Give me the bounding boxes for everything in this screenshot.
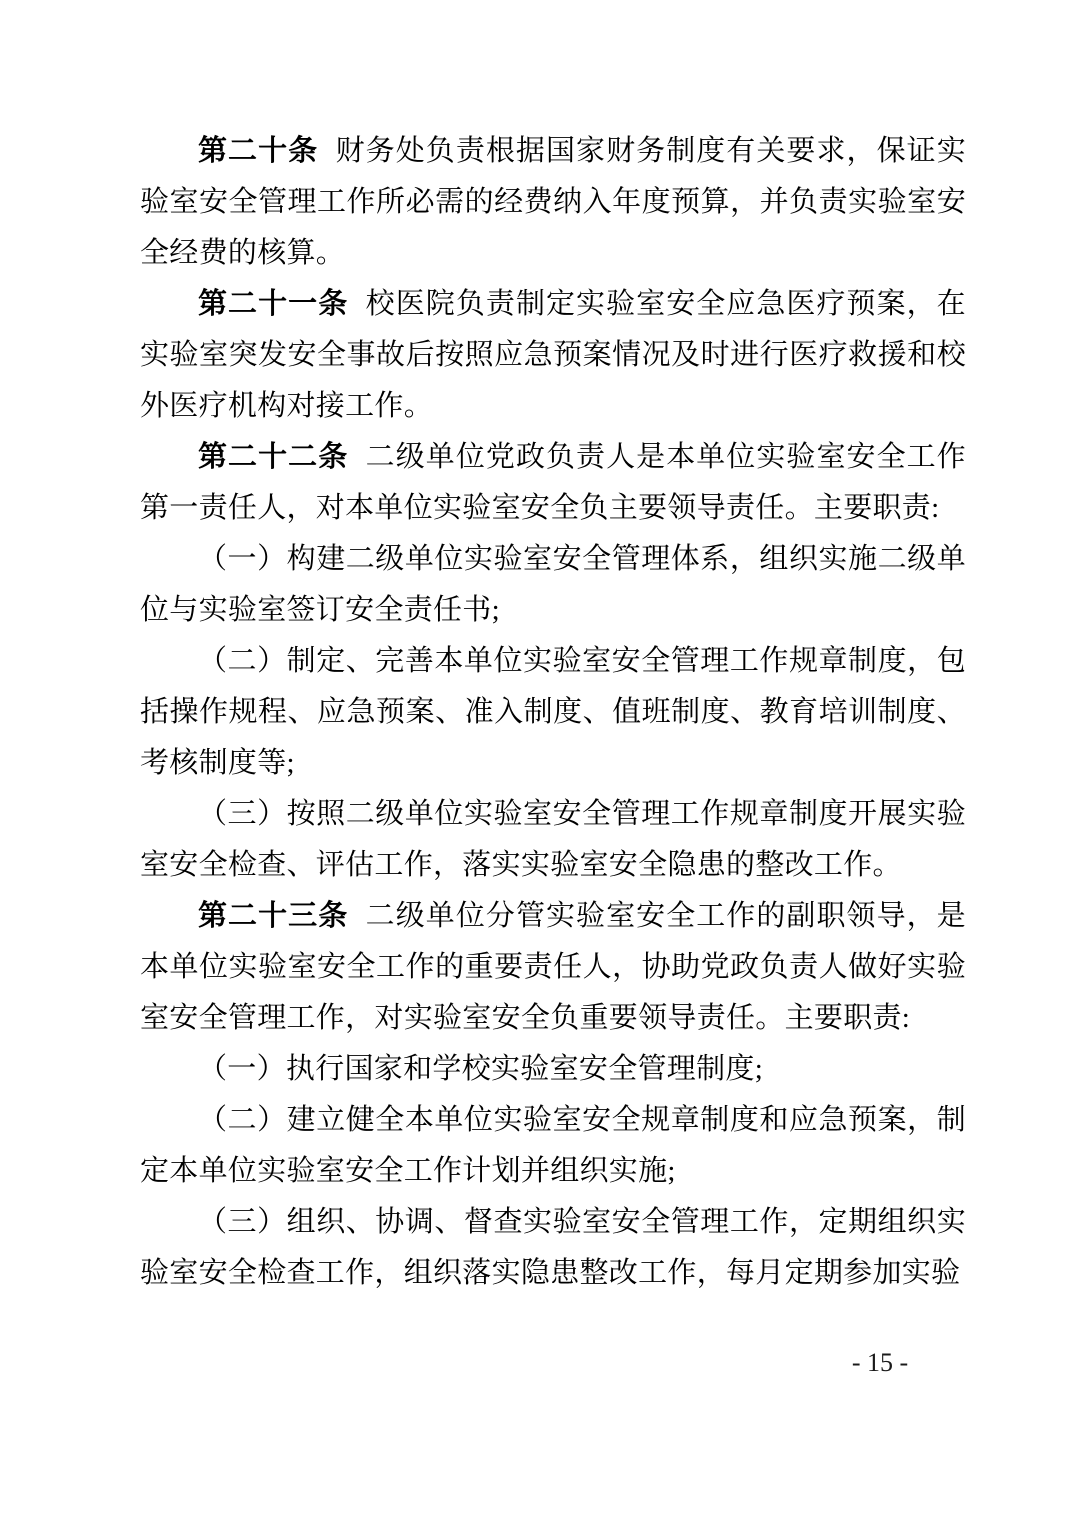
article-21-number: 第二十一条	[198, 288, 349, 320]
article-20-text: 财务处负责根据国家财务制度有关要求，保证实验室安全管理工作所必需的经费纳入年度预算，并负责实验室安全经费的核算。	[140, 135, 966, 269]
article-22-number: 第二十二条	[198, 441, 349, 473]
article-22-item-1-text: （一）构建二级单位实验室安全管理体系，组织实施二级单位与实验室签订安全责任书;	[140, 543, 966, 626]
article-22-paragraph	[140, 432, 966, 534]
document-body	[140, 126, 966, 1299]
page-number: - 15 -	[851, 1348, 909, 1377]
article-22-text: 二级单位党政负责人是本单位实验室安全工作第一责任人，对本单位实验室安全负主要领导责任。主要职责:	[140, 441, 966, 524]
article-22-item-2	[140, 636, 966, 789]
article-20-paragraph	[140, 126, 966, 279]
article-22-item-3	[140, 789, 966, 891]
article-20-number: 第二十条	[198, 135, 319, 167]
article-23-paragraph	[140, 891, 966, 1044]
article-23-item-1	[140, 1044, 966, 1095]
article-21-text: 校医院负责制定实验室安全应急医疗预案，在实验室突发安全事故后按照应急预案情况及时进行医疗救援和校外医疗机构对接工作。	[140, 288, 966, 422]
article-23-item-2-text: （二）建立健全本单位实验室安全规章制度和应急预案，制定本单位实验室安全工作计划并组织实施;	[140, 1104, 966, 1187]
article-23-text: 二级单位分管实验室安全工作的副职领导，是本单位实验室安全工作的重要责任人，协助党政负责人做好实验室安全管理工作，对实验室安全负重要领导责任。主要职责:	[140, 900, 966, 1034]
article-22-item-3-text: （三）按照二级单位实验室安全管理工作规章制度开展实验室安全检查、评估工作，落实实验室安全隐患的整改工作。	[140, 798, 966, 881]
article-23-item-3	[140, 1197, 966, 1299]
article-23-item-3-text: （三）组织、协调、督查实验室安全管理工作，定期组织实验室安全检查工作，组织落实隐患整改工作，每月定期参加实验	[140, 1206, 966, 1289]
article-23-item-1-text: （一）执行国家和学校实验室安全管理制度;	[198, 1053, 764, 1085]
article-21-paragraph	[140, 279, 966, 432]
article-22-item-2-text: （二）制定、完善本单位实验室安全管理工作规章制度，包括操作规程、应急预案、准入制度、值班制度、教育培训制度、考核制度等;	[140, 645, 966, 779]
article-23-number: 第二十三条	[198, 900, 349, 932]
article-23-item-2	[140, 1095, 966, 1197]
article-22-item-1	[140, 534, 966, 636]
